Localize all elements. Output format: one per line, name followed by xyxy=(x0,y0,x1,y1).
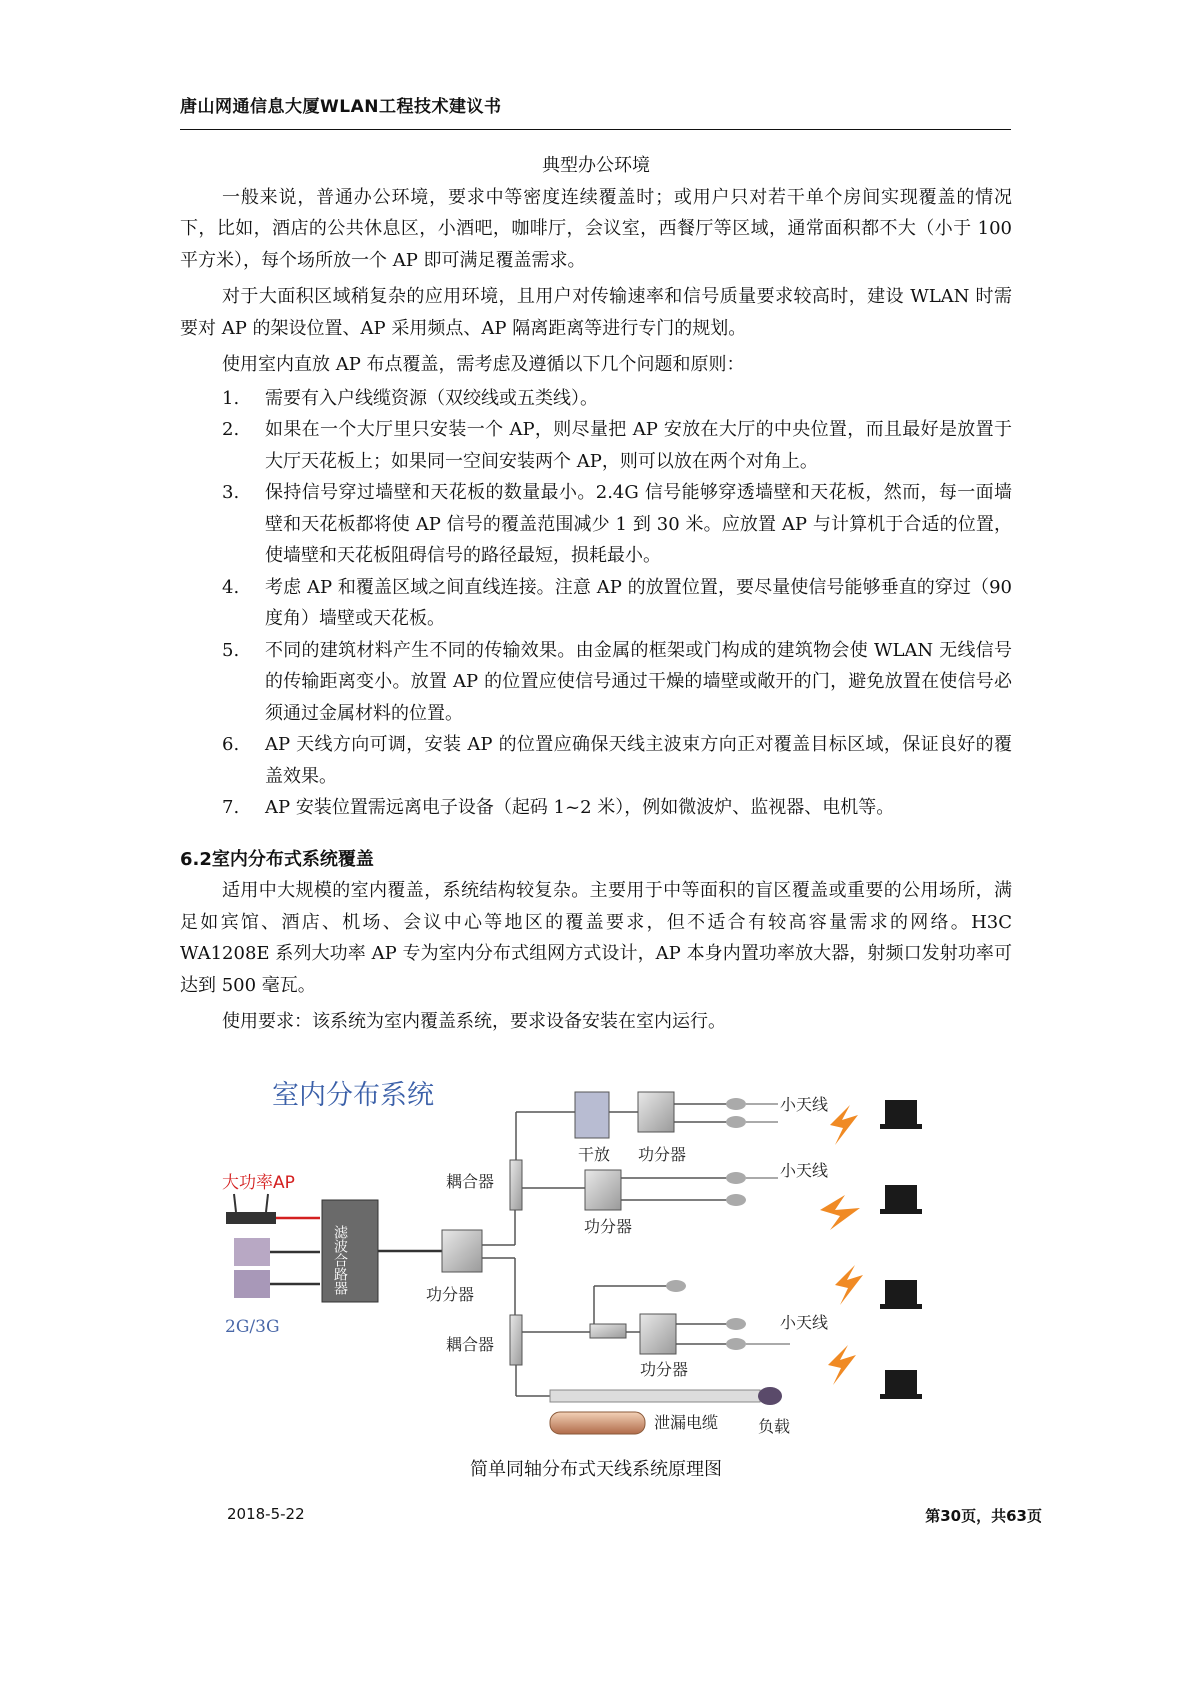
body-text xyxy=(180,150,1012,1038)
coupler-icon xyxy=(510,1160,522,1210)
list-item: 1. 需要有入户线缆资源（双绞线或五类线）。 xyxy=(222,387,598,409)
antenna-icon xyxy=(726,1116,746,1128)
coupler-label: 耦合器 xyxy=(446,1335,495,1354)
section-heading: 6.2室内分布式系统覆盖 xyxy=(180,848,374,870)
rules-list xyxy=(180,383,1012,824)
antenna-icon xyxy=(726,1338,746,1350)
list-item: 3. 保持信号穿过墙壁和天花板的数量最小。2.4G 信号能够穿透墙壁和天花板，然而，每一面墙壁和天花板都将使 AP 信号的覆盖范围减少 1 到 30 米。应放置 AP 与计算机于合适的位置，使墙壁和天花板阻碍信号的路径最短，损耗最小。 xyxy=(222,482,1012,566)
diagram-title: 室内分布系统 xyxy=(272,1080,434,1111)
footer-page-number: 第30页，共63页 xyxy=(925,1507,1042,1525)
coupler-icon xyxy=(510,1315,522,1365)
figure-caption: 简单同轴分布式天线系统原理图 xyxy=(470,1459,722,1480)
small-antenna-label: 小天线 xyxy=(780,1095,829,1114)
coupler-icon xyxy=(590,1324,626,1338)
antenna-icon xyxy=(726,1194,746,1206)
cable-sample-icon xyxy=(550,1412,645,1434)
high-power-ap-label: 大功率AP xyxy=(222,1173,295,1193)
coupler-label: 耦合器 xyxy=(446,1172,495,1191)
list-item: 6. AP 天线方向可调，安装 AP 的位置应确保天线主波束方向正对覆盖目标区域，保证良好的覆盖效果。 xyxy=(222,734,1012,787)
paragraph: 使用室内直放 AP 布点覆盖，需考虑及遵循以下几个问题和原则： xyxy=(222,354,745,375)
section1-caption: 典型办公环境 xyxy=(542,155,650,176)
power-splitter-icon xyxy=(442,1230,482,1272)
laptop-icon xyxy=(880,1100,922,1399)
combiner-icon xyxy=(322,1200,378,1302)
power-splitter-label: 功分器 xyxy=(426,1285,475,1304)
power-splitter-label: 功分器 xyxy=(584,1217,633,1236)
paragraph: 使用要求：该系统为室内覆盖系统，要求设备安装在室内运行。 xyxy=(222,1011,726,1032)
trunk-amp-label: 干放 xyxy=(578,1145,611,1164)
antenna-icon xyxy=(726,1172,746,1184)
header-title: 唐山网通信息大厦WLAN工程技术建议书 xyxy=(180,97,502,117)
load-label: 负载 xyxy=(758,1417,791,1436)
power-splitter-icon xyxy=(585,1170,621,1210)
small-antenna-label: 小天线 xyxy=(780,1161,829,1180)
leaky-cable-icon xyxy=(550,1390,760,1402)
header-rule xyxy=(180,129,1011,130)
antenna-icon xyxy=(726,1318,746,1330)
power-splitter-icon xyxy=(638,1092,674,1132)
list-item: 4. 考虑 AP 和覆盖区域之间直线连接。注意 AP 的放置位置，要尽量使信号能够垂直的穿过（90 度角）墙壁或天花板。 xyxy=(222,576,1012,629)
footer-date: 2018-5-22 xyxy=(227,1505,305,1523)
combiner-label: 滤波合路器 xyxy=(332,1225,348,1295)
power-splitter-icon xyxy=(640,1314,676,1354)
list-item: 5. 不同的建筑材料产生不同的传输效果。由金属的框架或门构成的建筑物会使 WLAN 无线信号的传输距离变小。放置 AP 的位置应使信号通过干燥的墙壁或敞开的门，避免放置在使信号必须通过金属材料的位置。 xyxy=(222,639,1012,724)
small-antenna-label: 小天线 xyxy=(780,1313,829,1332)
list-item: 2. 如果在一个大厅里只安装一个 AP，则尽量把 AP 安放在大厅的中央位置，而且最好是放置于大厅天花板上；如果同一空间安装两个 AP，则可以放在两个对角上。 xyxy=(222,419,1012,472)
signal-lightning-icon xyxy=(820,1105,863,1385)
paragraph: 一般来说，普通办公环境，要求中等密度连续覆盖时；或用户只对若干单个房间实现覆盖的情况下，比如，酒店的公共休息区，小酒吧，咖啡厅，会议室，西餐厅等区域，通常面积都不大（小于 100 平方米），每个场所放一个 AP 即可满足覆盖需求。 xyxy=(180,186,1012,271)
power-splitter-label: 功分器 xyxy=(638,1145,687,1164)
base-station-icon xyxy=(234,1238,270,1298)
antenna-icon xyxy=(726,1098,746,1110)
antenna-icon xyxy=(666,1280,686,1292)
paragraph: 适用中大规模的室内覆盖，系统结构较复杂。主要用于中等面积的盲区覆盖或重要的公用场所，满足如宾馆、酒店、机场、会议中心等地区的覆盖要求，但不适合有较高容量需求的网络。H3C WA1208E 系列大功率 AP 专为室内分布式组网方式设计，AP 本身内置功率放大器，射频口发射功率可达到 500 毫瓦。 xyxy=(180,880,1012,996)
power-splitter-label: 功分器 xyxy=(640,1360,689,1379)
load-icon xyxy=(758,1387,782,1405)
list-item: 7. AP 安装位置需远离电子设备（起码 1~2 米），例如微波炉、监视器、电机等。 xyxy=(222,797,895,818)
paragraph: 对于大面积区域稍复杂的应用环境，且用户对传输速率和信号质量要求较高时，建设 WLAN 时需要对 AP 的架设位置、AP 采用频点、AP 隔离距离等进行专门的规划。 xyxy=(180,286,1012,339)
distribution-system-diagram xyxy=(180,1070,1012,1450)
leaky-cable-label: 泄漏电缆 xyxy=(654,1413,719,1432)
ap-device-icon xyxy=(226,1194,276,1224)
band-label: 2G/3G xyxy=(225,1317,280,1337)
trunk-amp-icon xyxy=(575,1092,609,1138)
